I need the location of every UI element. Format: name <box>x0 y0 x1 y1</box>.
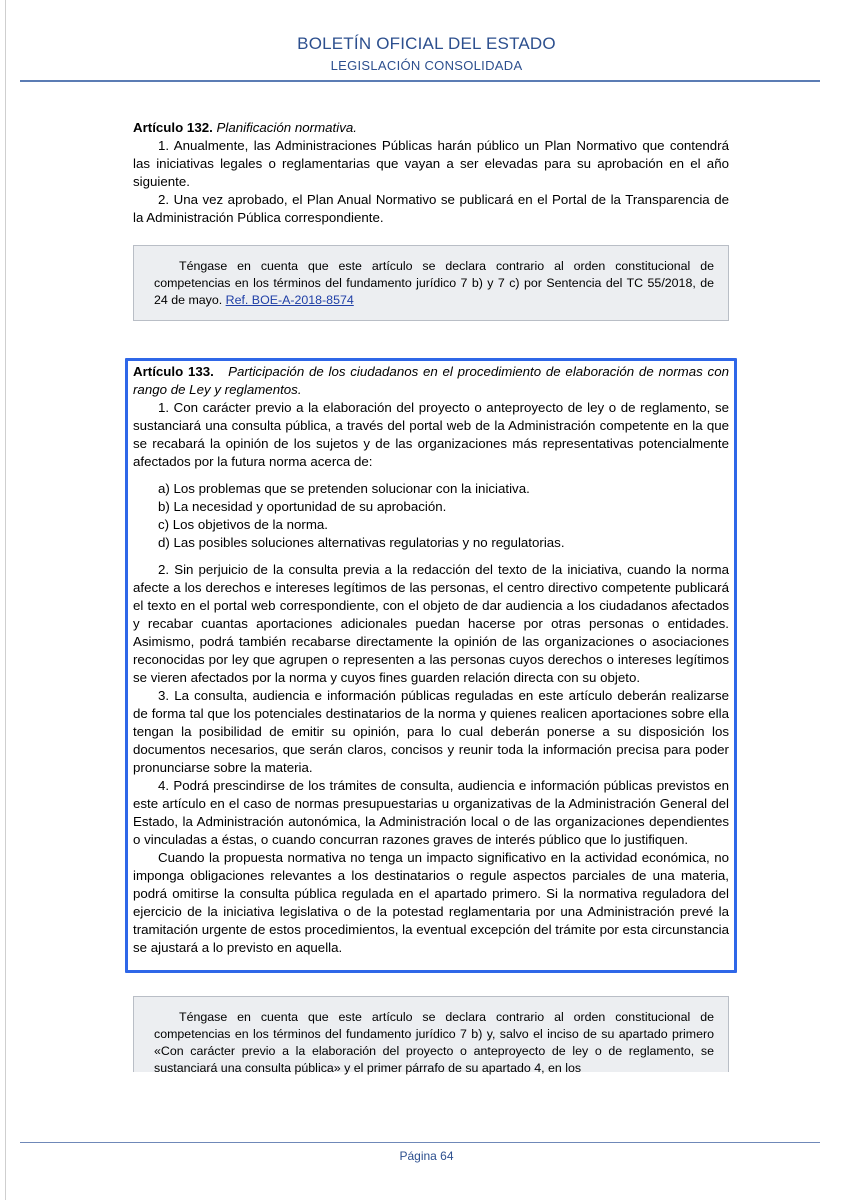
article-133-paragraph-2: 2. Sin perjuicio de la consulta previa a la redacción del texto de la iniciativa, cuando la norma afecte a los derechos e intereses legítimos de las personas, el centro directivo competente publicará el texto en el portal web correspondiente, con el objeto de dar audiencia a los ciudadanos afectados y recabar cuantas aportaciones adicionales puedan hacerse por otras personas o entidades. Asimismo, podrá también recabarse directamente la opinión de las organizaciones o asociaciones reconocidas por ley que agrupen o representen a las personas cuyos derechos o intereses legítimos se vieren afectados por la norma y cuyos fines guarden relación directa con su objeto. <box>133 562 729 685</box>
article-133-paragraph-5: Cuando la propuesta normativa no tenga un impacto significativo en la actividad económica, no imponga obligaciones relevantes a los destinatarios o regule aspectos parciales de una materia, podrá omitirse la consulta pública regulada en el apartado primero. Si la normativa reguladora del ejercicio de la iniciativa legislativa o de la potestad reglamentaria por una Administración prevé la tramitación urgente de estos procedimientos, la eventual excepción del trámite por esta circunstancia se ajustará a lo previsto en aquella. <box>133 850 729 955</box>
note-132-text <box>154 258 714 309</box>
article-133-list <box>133 480 729 552</box>
article-132 <box>133 119 729 227</box>
footer-divider <box>20 1142 820 1143</box>
list-item: a) Los problemas que se pretenden solucionar con la iniciativa. <box>158 481 530 496</box>
header-subtitle: LEGISLACIÓN CONSOLIDADA <box>330 58 523 73</box>
note-article-133 <box>133 996 729 1075</box>
article-133 <box>133 363 729 957</box>
article-133-title: Participación de los ciudadanos en el procedimiento de elaboración de normas con rango de Ley y reglamentos. <box>133 364 729 397</box>
page-header <box>0 34 853 73</box>
boe-reference-link[interactable]: Ref. BOE-A-2018-8574 <box>225 293 354 307</box>
article-133-number: Artículo 133. <box>133 364 214 379</box>
header-divider <box>20 80 820 82</box>
article-133-paragraph-3: 3. La consulta, audiencia e información públicas reguladas en este artículo deberán realizarse de forma tal que los potenciales destinatarios de la norma y quienes realicen aportaciones sobre ella tengan la posibilidad de emitir su opinión, para lo cual deberán ponerse a su disposición los documentos necesarios, que serán claros, concisos y reunir toda la información precisa para poder pronunciarse sobre la materia. <box>133 688 729 775</box>
article-132-paragraph-1: 1. Anualmente, las Administraciones Públicas harán público un Plan Normativo que contendrá las iniciativas legales o reglamentarias que vayan a ser elevadas para su aprobación en el año siguiente. <box>133 138 729 189</box>
note-article-132 <box>133 245 729 321</box>
list-item: c) Los objetivos de la norma. <box>158 517 328 532</box>
header-title: BOLETÍN OFICIAL DEL ESTADO <box>297 34 556 53</box>
article-132-paragraph-2: 2. Una vez aprobado, el Plan Anual Normativo se publicará en el Portal de la Transparencia de la Administración Pública correspondiente. <box>133 192 729 225</box>
page-number: Página 64 <box>399 1149 454 1163</box>
note-132-body: Téngase en cuenta que este artículo se declara contrario al orden constitucional de competencias en los términos del fundamento jurídico 7 b) y 7 c) por Sentencia del TC 55/2018, de 24 de mayo. <box>154 259 714 307</box>
article-132-title: Planificación normativa. <box>216 120 357 135</box>
list-item: d) Las posibles soluciones alternativas regulatorias y no regulatorias. <box>158 535 565 550</box>
article-133-paragraph-4: 4. Podrá prescindirse de los trámites de consulta, audiencia e información públicas previstos en este artículo en el caso de normas presupuestarias u organizativas de la Administración General del Estado, la Administración autonómica, la Administración local o de las organizaciones dependientes o vinculadas a éstas, o cuando concurran razones graves de interés público que lo justifiquen. <box>133 778 729 847</box>
article-133-paragraph-1: 1. Con carácter previo a la elaboración del proyecto o anteproyecto de ley o de reglamento, se sustanciará una consulta pública, a través del portal web de la Administración competente en la que se recabará la opinión de los sujetos y de las organizaciones más representativas potencialmente afectados por la futura norma acerca de: <box>133 400 729 469</box>
article-132-heading <box>133 119 729 137</box>
note-133-text: Téngase en cuenta que este artículo se declara contrario al orden constitucional de competencias en los términos del fundamento jurídico 7 b) y, salvo el inciso de su apartado primero «Con carácter previo a la elaboración del proyecto o anteproyecto de ley o de reglamento, se sustanciará una consulta pública» y el primer párrafo de su apartado 4, en los <box>154 1010 714 1075</box>
article-132-number: Artículo 132. <box>133 120 213 135</box>
list-item: b) La necesidad y oportunidad de su aprobación. <box>158 499 447 514</box>
article-133-heading <box>133 363 729 399</box>
page-edge <box>5 0 6 1200</box>
